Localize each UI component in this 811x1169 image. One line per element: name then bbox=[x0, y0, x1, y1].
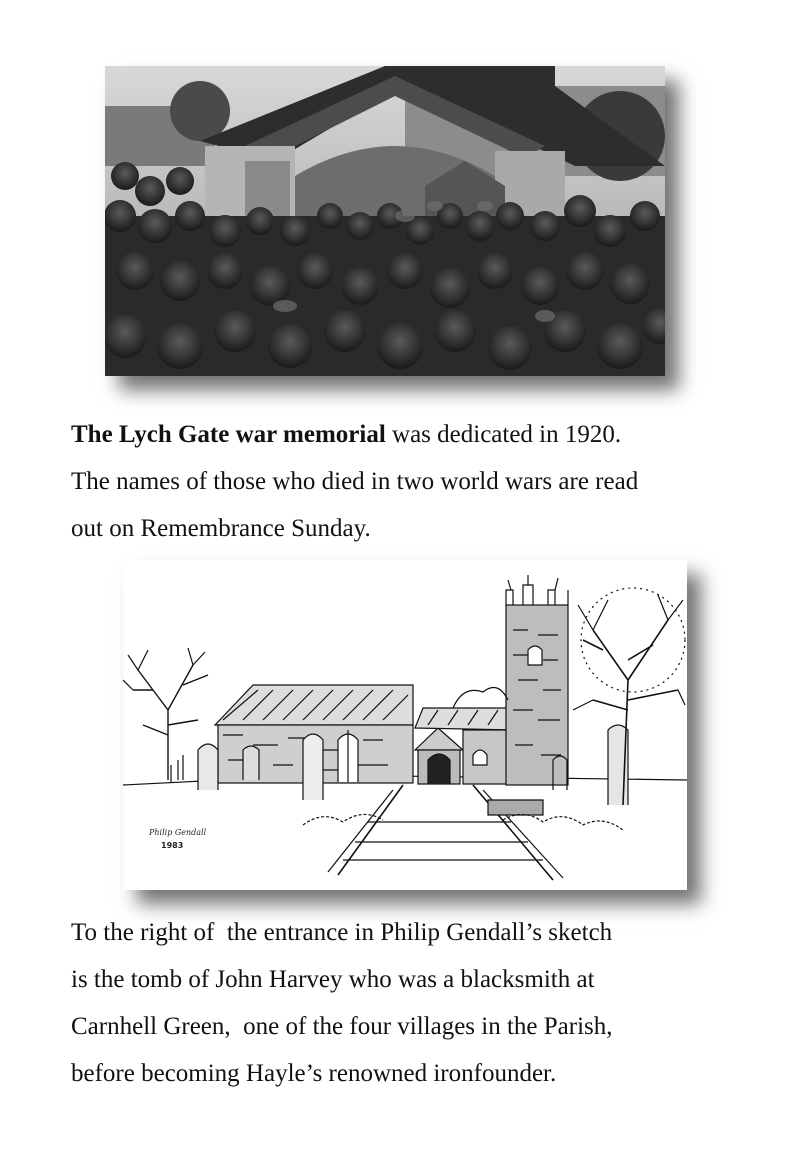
caption2-line4: before becoming Hayle’s renowned ironfounder. bbox=[71, 1060, 557, 1087]
caption1-line1 bbox=[71, 411, 751, 458]
caption1-line2: The names of those who died in two world wars are read bbox=[71, 468, 639, 495]
caption2-line3: Carnhell Green, one of the four villages in the Parish, bbox=[71, 1013, 613, 1040]
caption1-line3: out on Remembrance Sunday. bbox=[71, 515, 371, 542]
church-sketch-drawing bbox=[123, 560, 687, 890]
caption2-line2: is the tomb of John Harvey who was a blacksmith at bbox=[71, 966, 595, 993]
lych-gate-caption bbox=[71, 411, 751, 552]
caption2-line1: To the right of the entrance in Philip Gendall’s sketch bbox=[71, 919, 613, 946]
caption1-line1-rest: was dedicated in 1920. bbox=[385, 421, 622, 448]
church-sketch bbox=[123, 560, 687, 890]
caption1-bold-lead: The Lych Gate war memorial bbox=[71, 421, 386, 448]
lych-gate-photo-drawing bbox=[105, 66, 665, 376]
sketch-signature: Philip Gendall bbox=[149, 828, 207, 837]
sketch-year: 1983 bbox=[161, 841, 184, 850]
sketch-caption bbox=[71, 909, 751, 1097]
lych-gate-photo bbox=[105, 66, 665, 376]
